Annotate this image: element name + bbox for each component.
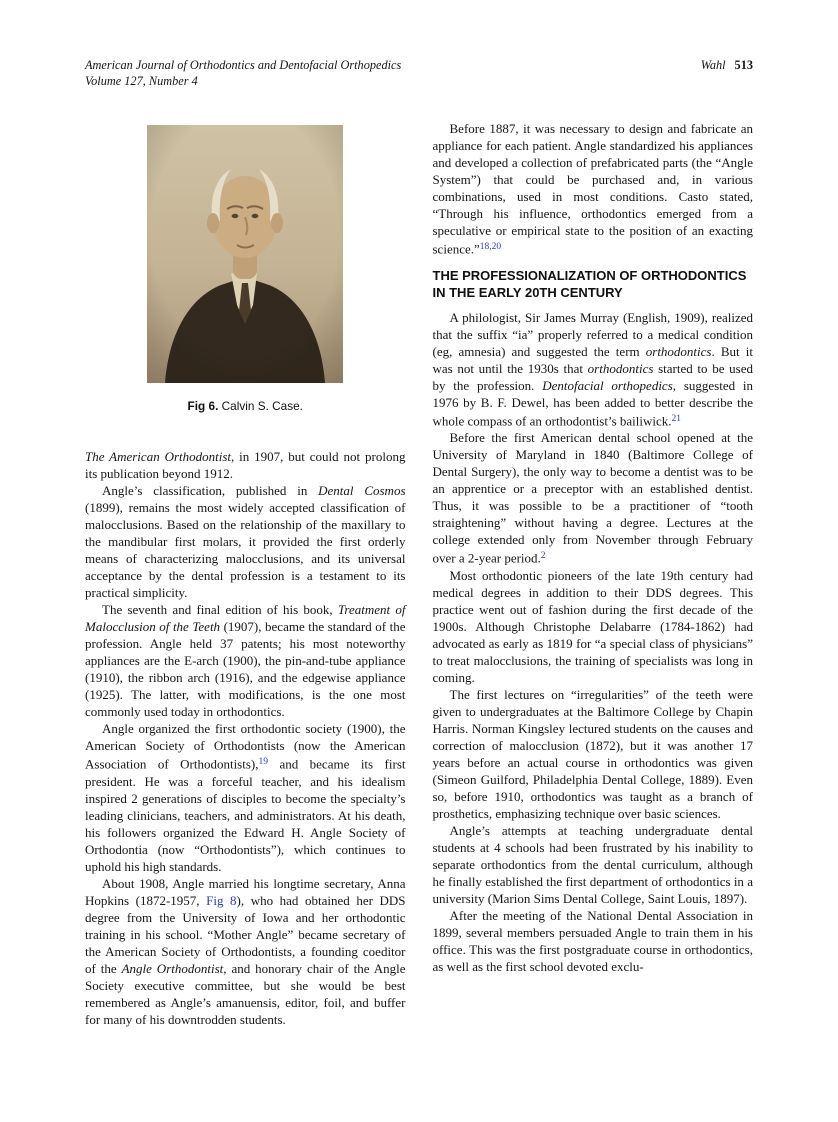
body-paragraph: [433, 907, 754, 975]
text-segment: Before the first American dental school opened at the University of Maryland in 1840 (Baltimore College of Dental Surgery), the only way to become a dentist was to be an apprentice or a preceptor with an established dentist. Thus, it was possible to be a practitioner of “tooth straightening” without having a degree. Lectures at the college extended only from November through February over a 2-year period.: [432, 430, 753, 566]
text-segment: Treatment of Malocclusion of the Teeth: [85, 602, 406, 634]
text-segment: and became its first president. He was a forceful teacher, and his idealism inspired 2 generations of disciples to become the specialty’s leading clinicians, teachers, and administrators. At his death, his followers organized the Edward H. Angle Society of Orthodontia (now “Orthodontists”), which continues to uphold his high standards.: [85, 756, 406, 874]
body-paragraph: [85, 482, 406, 601]
text-segment: (1899), remains the most widely accepted classification of malocclusions. Based on the relationship of the maxillary to the mandibular first molars, it provided the first orderly means of characterizing malocclusions, and its universal acceptance by the dental profession is a testament to its practical simplicity.: [85, 500, 406, 600]
body-paragraph: [85, 875, 406, 1028]
text-segment: The first lectures on “irregularities” of the teeth were given to undergraduates at the Baltimore College by Chapin Harris. Norman Kingsley lectured students on the causes and correction of malocclusion (1872), but it was another 17 years before an actual course in orthodontics was given (Simeon Guilford, Philadelphia Dental College, 1889). Even so, before 1910, orthodontics was taught as a branch of prosthetics, emphasizing technique over basic sciences.: [432, 686, 753, 821]
reference-21[interactable]: 21: [671, 413, 682, 424]
body-paragraph: [85, 720, 406, 875]
two-column-body: [85, 120, 753, 1028]
text-segment: After the meeting of the National Dental Association in 1899, several members persuaded Angle to train them in his office. This was the first postgraduate course in orthodontics, as well as the first school devoted exclu-: [432, 907, 753, 974]
text-segment: Angle’s classification, published in: [102, 483, 319, 498]
left-column: [85, 120, 406, 1028]
text-segment: orthodontics: [587, 360, 654, 376]
portrait-photo-calvin-case: [147, 125, 343, 383]
body-paragraph: [433, 822, 754, 907]
text-segment: and honorary chair of the Angle Society executive committee, but she would be best remembered as Angle’s amanuensis, editor, foil, and buffer for many of his downtrodden students.: [85, 960, 406, 1027]
text-segment: ), who had obtained her DDS degree from the University of Iowa and her orthodontic training in his school. “Mother Angle” became secretary of the American Society of Orthodontists, a founding coeditor of the: [85, 892, 406, 976]
body-paragraph: [85, 448, 406, 482]
body-paragraph: [85, 601, 406, 720]
text-segment: started to be used by the profession.: [432, 360, 753, 393]
journal-title: American Journal of Orthodontics and Dentofacial Orthopedics: [85, 58, 402, 72]
text-segment: Angle’s attempts at teaching undergraduate dental students at 4 schools had been frustrated by his inability to separate orthodontics from the dental curriculum, although he finally established the first department of orthodontics in a university (Marion Sims Dental College, Saint Louis, 1897).: [432, 822, 753, 906]
text-segment: orthodontics: [645, 343, 712, 359]
text-segment: Angle Orthodontist,: [121, 960, 227, 976]
text-segment: Dentofacial orthopedics: [542, 377, 673, 393]
text-segment: , suggested in 1976 by B. F. Dewel, has been added to better describe the whole compass of an orthodontist’s bailiwick.: [432, 377, 753, 428]
text-segment: , in 1907, but could not prolong its publication beyond 1912.: [85, 449, 406, 481]
figure-caption-label: Fig 6.: [187, 399, 219, 413]
figure-6: [85, 120, 406, 415]
journal-issue: Volume 127, Number 4: [85, 73, 198, 88]
body-paragraph: [433, 309, 754, 430]
text-segment: (1907), became the standard of the profession. Angle held 37 patents; his most noteworthy appliances are the E-arch (1900), the pin-and-tube appliance (1910), the ribbon arch (1916), and the edgewise appliance (1925). The latter, with modifications, is the one most commonly used today in orthodontics.: [85, 619, 406, 719]
text-segment: Before 1887, it was necessary to design and fabricate an appliance for each patient. Angle standardized his appliances and developed a collection of prefabricated parts (the “Angle System”) that could be purchased and, in various combinations, used in most conditions. Casto stated, “Through his influence, orthodontics emerged from a speculative or empirical state to the position of an exacting science.”: [432, 121, 753, 257]
reference-2[interactable]: 2: [540, 551, 546, 561]
crossref-fig-8[interactable]: Fig 8: [206, 892, 237, 908]
text-segment: Most orthodontic pioneers of the late 19th century had medical degrees in addition to their DDS degrees. This practice went out of fashion during the first decade of the 1900s. Although Christophe Delabarre (1784-1862) had advocated as early as 1819 for “a special class of physicians” to treat malocclusions, the training of specialists was long in coming.: [432, 567, 753, 685]
reference-18-20[interactable]: 18,20: [479, 242, 502, 252]
running-head: [701, 58, 753, 74]
page-number: 513: [734, 58, 753, 72]
figure-caption: [85, 398, 406, 415]
section-heading: THE PROFESSIONALIZATION OF ORTHODONTICS IN THE EARLY 20TH CENTURY: [432, 267, 747, 300]
text-segment: The seventh and final edition of his book,: [102, 602, 338, 617]
body-paragraph: [433, 429, 754, 567]
text-segment: Angle organized the first orthodontic society (1900), the American Society of Orthodontists (now the American Association of Orthodontists),: [85, 721, 406, 772]
text-segment: A philologist, Sir James Murray (English, 1909), realized that the suffix “ia” properly referred to a medical condition (eg, amnesia) and suggested the term: [432, 309, 753, 359]
journal-info: [85, 58, 401, 89]
reference-19[interactable]: 19: [258, 757, 268, 767]
page-header: [85, 58, 753, 89]
body-paragraph: [433, 567, 754, 686]
right-column: [433, 120, 754, 1028]
running-head-author: Wahl: [700, 58, 726, 72]
text-segment: . But it was not until the 1930s that: [432, 343, 754, 376]
text-segment: About 1908, Angle married his longtime secretary, Anna Hopkins (1872-1957,: [85, 875, 406, 908]
text-segment: The American Orthodontist: [85, 449, 232, 464]
body-paragraph: [433, 120, 754, 258]
figure-caption-text: Calvin S. Case.: [218, 399, 303, 413]
body-paragraph: [433, 686, 754, 822]
text-segment: Dental Cosmos: [318, 483, 406, 498]
